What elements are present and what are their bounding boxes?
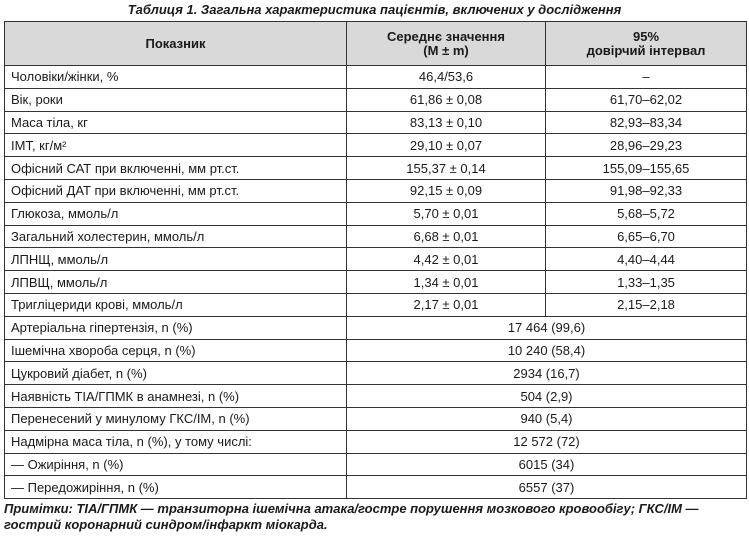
table-row — [5, 362, 747, 385]
row-label: Вік, роки — [5, 88, 347, 111]
row-label: Маса тіла, кг — [5, 111, 347, 134]
row-ci: 2,15–2,18 — [546, 293, 747, 316]
row-count: 2934 (16,7) — [347, 362, 747, 385]
row-mean: 2,17 ± 0,01 — [347, 293, 546, 316]
row-count: 6015 (34) — [347, 453, 747, 476]
row-ci: 82,93–83,34 — [546, 111, 747, 134]
row-label: ЛПНЩ, ммоль/л — [5, 248, 347, 271]
row-label: Артеріальна гіпертензія, n (%) — [5, 316, 347, 339]
header-indicator: Показник — [5, 22, 347, 66]
row-ci: 5,68–5,72 — [546, 202, 747, 225]
header-ci: 95% довірчий інтервал — [546, 22, 747, 66]
row-mean: 5,70 ± 0,01 — [347, 202, 546, 225]
table-row — [5, 476, 747, 499]
table-row — [5, 202, 747, 225]
row-label: Глюкоза, ммоль/л — [5, 202, 347, 225]
row-mean: 1,34 ± 0,01 — [347, 271, 546, 294]
row-mean: 4,42 ± 0,01 — [347, 248, 546, 271]
table-row — [5, 293, 747, 316]
row-ci: 6,65–6,70 — [546, 225, 747, 248]
row-mean: 6,68 ± 0,01 — [347, 225, 546, 248]
row-label: Офісний САТ при включенні, мм рт.ст. — [5, 157, 347, 180]
row-label: Офісний ДАТ при включенні, мм рт.ст. — [5, 179, 347, 202]
row-count: 12 572 (72) — [347, 430, 747, 453]
row-count: 17 464 (99,6) — [347, 316, 747, 339]
table-body — [5, 66, 747, 499]
row-count: 6557 (37) — [347, 476, 747, 499]
table-row — [5, 66, 747, 89]
row-label: ІМТ, кг/м² — [5, 134, 347, 157]
row-ci: 1,33–1,35 — [546, 271, 747, 294]
table-row — [5, 316, 747, 339]
table-row — [5, 134, 747, 157]
table-title: Таблиця 1. Загальна характеристика пацієнтів, включених у дослідження — [127, 2, 622, 17]
row-mean: 92,15 ± 0,09 — [347, 179, 546, 202]
patient-characteristics-table — [4, 21, 747, 499]
row-label: Тригліцериди крові, ммоль/л — [5, 293, 347, 316]
row-label: Чоловіки/жінки, % — [5, 66, 347, 89]
row-count: 504 (2,9) — [347, 385, 747, 408]
table-row — [5, 179, 747, 202]
table-row — [5, 339, 747, 362]
row-label: Надмірна маса тіла, n (%), у тому числі: — [5, 430, 347, 453]
row-label: — Ожиріння, n (%) — [5, 453, 347, 476]
row-label: Цукровий діабет, n (%) — [5, 362, 347, 385]
table-row — [5, 248, 747, 271]
row-mean: 29,10 ± 0,07 — [347, 134, 546, 157]
table-row — [5, 430, 747, 453]
row-label: ЛПВЩ, ммоль/л — [5, 271, 347, 294]
row-ci: 91,98–92,33 — [546, 179, 747, 202]
row-ci: – — [546, 66, 747, 89]
row-mean: 83,13 ± 0,10 — [347, 111, 546, 134]
table-note: Примітки: ТІА/ГПМК — транзиторна ішемічна атака/гостре порушення мозкового кровообігу; ГКС/ІМ — гострий коронарний синдром/інфаркт міокарда. — [4, 501, 699, 532]
table-row — [5, 111, 747, 134]
row-count: 10 240 (58,4) — [347, 339, 747, 362]
table-header-row — [5, 22, 747, 66]
table-row — [5, 88, 747, 111]
table-row — [5, 225, 747, 248]
row-label: Ішемічна хвороба серця, n (%) — [5, 339, 347, 362]
table-row — [5, 453, 747, 476]
row-mean: 61,86 ± 0,08 — [347, 88, 546, 111]
table-row — [5, 271, 747, 294]
row-label: Наявність ТІА/ГПМК в анамнезі, n (%) — [5, 385, 347, 408]
row-ci: 155,09–155,65 — [546, 157, 747, 180]
row-count: 940 (5,4) — [347, 407, 747, 430]
row-ci: 61,70–62,02 — [546, 88, 747, 111]
row-label: Загальний холестерин, ммоль/л — [5, 225, 347, 248]
row-mean: 155,37 ± 0,14 — [347, 157, 546, 180]
row-label: — Передожиріння, n (%) — [5, 476, 347, 499]
table-row — [5, 157, 747, 180]
row-ci: 4,40–4,44 — [546, 248, 747, 271]
table-row — [5, 407, 747, 430]
row-label: Перенесений у минулому ГКС/ІМ, n (%) — [5, 407, 347, 430]
table-row — [5, 385, 747, 408]
row-mean: 46,4/53,6 — [347, 66, 546, 89]
header-mean: Середнє значення (M ± m) — [347, 22, 546, 66]
row-ci: 28,96–29,23 — [546, 134, 747, 157]
